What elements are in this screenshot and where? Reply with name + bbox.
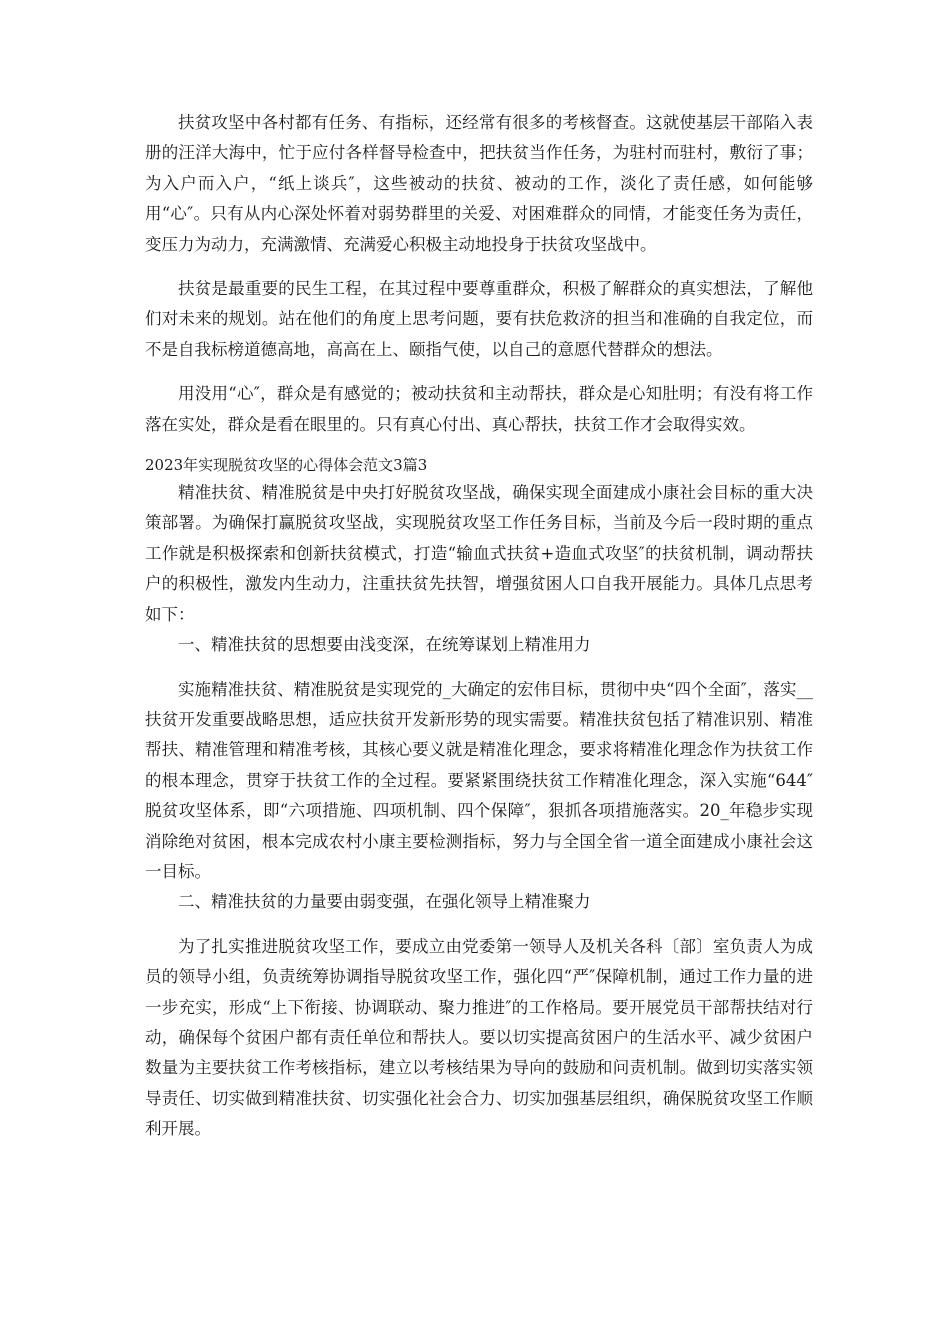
section-1-body: 实施精准扶贫、精准脱贫是实现党的_大确定的宏伟目标，贯彻中央“四个全面″，落实__扶贫开发重要战略思想，适应扶贫开发新形势的现实需要。精准扶贫包括了精准识别、精准帮扶、精准管理和精准考核，其核心要义就是精准化理念，要求将精准化理念作为扶贫工作的根本理念，贯穿于扶贫工作的全过程。要紧紧围绕扶贫工作精准化理念，深入实施“644″脱贫攻坚体系，即“六项措施、四项机制、四个保障″，狠抓各项措施落实。20_年稳步实现消除绝对贫困，根本完成农村小康主要检测指标，努力与全国全省一道全面建成小康社会这一目标。 [145,679,813,881]
document-page [145,108,813,1145]
paragraph-3: 用没用“心″，群众是有感觉的；被动扶贫和主动帮扶，群众是心知肚明；有没有将工作落在实处，群众是看在眼里的。只有真心付出、真心帮扶，扶贫工作才会取得实效。 [145,384,813,434]
section-2-body: 为了扎实推进脱贫攻坚工作，要成立由党委第一领导人及机关各科〔部〕室负责人为成员的领导小组，负责统筹协调指导脱贫攻坚工作，强化四“严″保障机制，通过工作力量的进一步充实，形成“上下衔接、协调联动、聚力推进″的工作格局。要开展党员干部帮扶结对行动，确保每个贫困户都有责任单位和帮扶人。要以切实提高贫困户的生活水平、减少贫困户数量为主要扶贫工作考核指标，建立以考核结果为导向的鼓励和问责机制。做到切实落实领导责任、切实做到精准扶贫、切实强化社会合力、切实加强基层组织，确保脱贫攻坚工作顺利开展。 [145,936,813,1139]
paragraph-1: 扶贫攻坚中各村都有任务、有指标，还经常有很多的考核督查。这就使基层干部陷入表册的汪洋大海中，忙于应付各样督导检查中，把扶贫当作任务，为驻村而驻村，敷衍了事；为入户而入户，“纸上谈兵″，这些被动的扶贫、被动的工作，淡化了责任感，如何能够用“心″。只有从内心深处怀着对弱势群里的关爱、对困难群众的同情，才能变任务为责任，变压力为动力，充满激情、充满爱心积极主动地投身于扶贫攻坚战中。 [145,113,813,254]
section-2-title: 二、精准扶贫的力量要由弱变强，在强化领导上精准聚力 [178,892,591,912]
article-heading: 2023年实现脱贫攻坚的心得体会范文3篇3 [145,456,428,475]
intro-paragraph: 精准扶贫、精准脱贫是中央打好脱贫攻坚战，确保实现全面建成小康社会目标的重大决策部署。为确保打赢脱贫攻坚战，实现脱贫攻坚工作任务目标，当前及今后一段时期的重点工作就是积极探索和创新扶贫模式，打造“输血式扶贫+造血式攻坚″的扶贫机制，调动帮扶户的积极性，激发内生动力，注重扶贫先扶智，增强贫困人口自我开展能力。具体几点思考如下： [145,483,813,624]
section-1-title: 一、精准扶贫的思想要由浅变深，在统筹谋划上精准用力 [178,635,591,655]
paragraph-2: 扶贫是最重要的民生工程，在其过程中要尊重群众，积极了解群众的真实想法，了解他们对未来的规划。站在他们的角度上思考问题，要有扶危救济的担当和准确的自我定位，而不是自我标榜道德高地，高高在上、颐指气使，以自己的意愿代替群众的想法。 [145,279,813,359]
